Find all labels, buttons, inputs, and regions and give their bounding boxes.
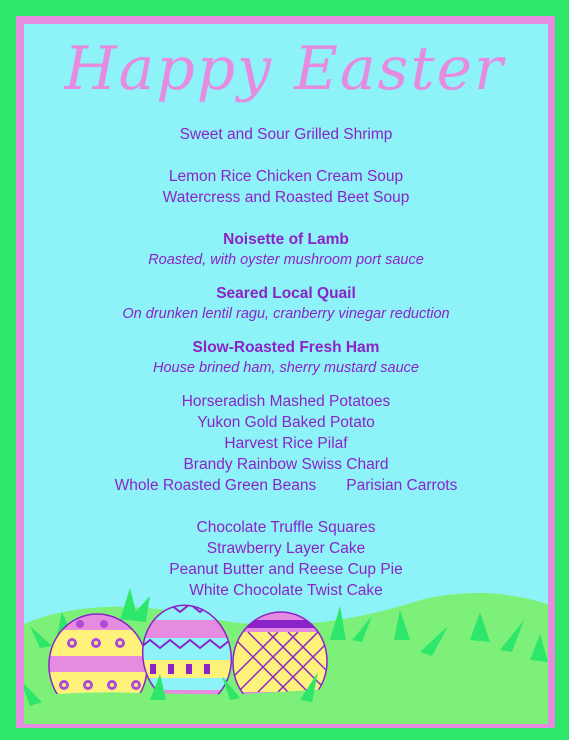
starter-item: Sweet and Sour Grilled Shrimp <box>179 126 393 143</box>
side-item: Harvest Rice Pilaf <box>224 435 348 452</box>
dessert-item: Chocolate Truffle Squares <box>196 519 376 536</box>
dessert-item: Strawberry Layer Cake <box>206 540 366 557</box>
entree-desc: Roasted, with oyster mushroom port sauce <box>148 252 424 268</box>
entree-name: Noisette of Lamb <box>223 231 349 248</box>
side-item: Whole Roasted Green Beans <box>114 477 317 494</box>
entree-name: Slow-Roasted Fresh Ham <box>192 339 380 356</box>
side-item: Brandy Rainbow Swiss Chard <box>183 456 389 473</box>
entree-name: Seared Local Quail <box>216 285 356 302</box>
side-item: Yukon Gold Baked Potato <box>197 414 375 431</box>
side-item: Parisian Carrots <box>346 477 458 494</box>
page-title: Happy Easter <box>64 34 505 104</box>
soup-item: Lemon Rice Chicken Cream Soup <box>168 168 404 185</box>
entree-desc: On drunken lentil ragu, cranberry vinegar reduction <box>122 306 450 322</box>
entree-desc: House brined ham, sherry mustard sauce <box>153 360 419 376</box>
dessert-item: White Chocolate Twist Cake <box>189 582 383 599</box>
side-item: Horseradish Mashed Potatoes <box>181 393 391 410</box>
dessert-item: Peanut Butter and Reese Cup Pie <box>169 561 403 578</box>
soup-item: Watercress and Roasted Beet Soup <box>162 189 410 206</box>
